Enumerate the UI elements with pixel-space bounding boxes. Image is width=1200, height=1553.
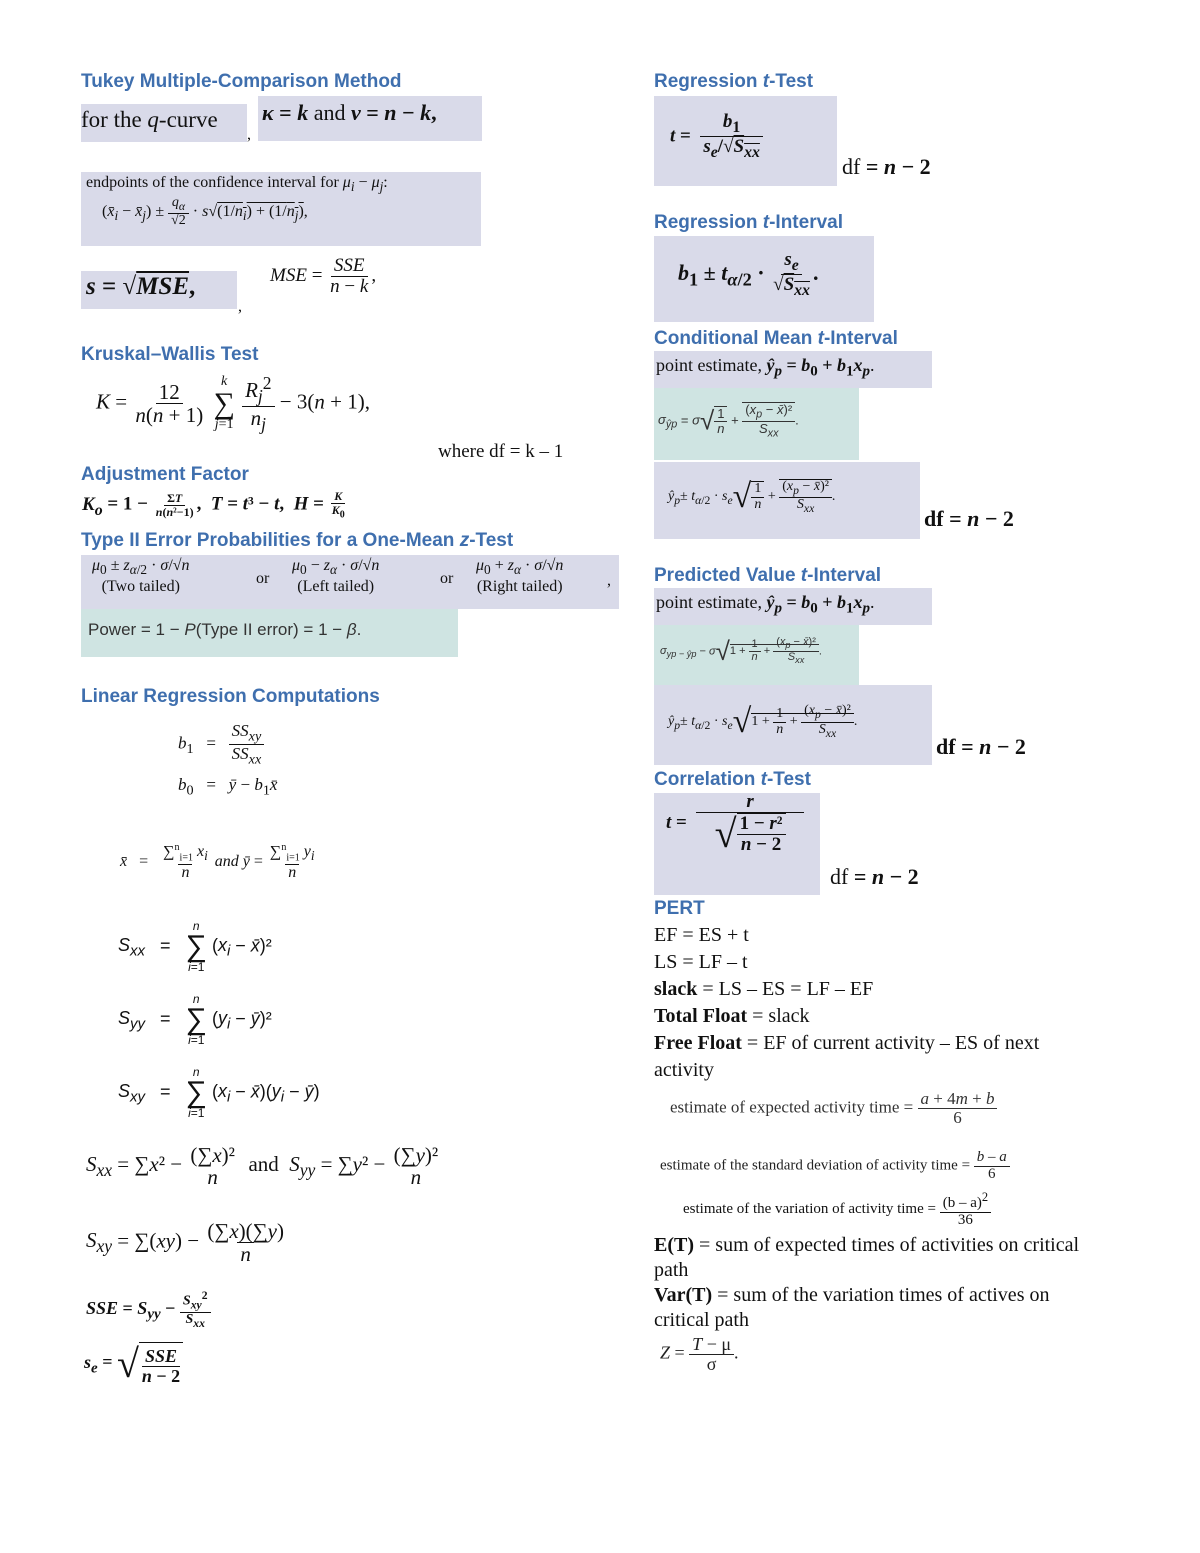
tukey-ci-caption: endpoints of the confidence interval for $\mu_i - \mu_j$: (86, 174, 388, 195)
pred-point-estimate: point estimate, $ŷ_p = b_0 + b_1x_p$. (656, 592, 875, 617)
pert-total-float (654, 1003, 1094, 1030)
df-text: df (936, 734, 956, 759)
reg-ttest-formula: t = $\frac{b_1}{s_e/√S_{xx}}$ (670, 112, 763, 162)
df-text: df (830, 864, 849, 889)
pert-et (654, 1233, 1094, 1283)
pert-z: Z = $\frac{T - \mu}{\sigma}$ . (660, 1334, 739, 1374)
qcurve-label (81, 107, 218, 133)
pert-ls: LS = LF – t (654, 951, 748, 973)
reg-ttest-heading (654, 71, 813, 93)
corr-ttest-formula: t = r √ $\frac{\text{1 − r²}}{n - 2}$ (666, 792, 804, 855)
type2-two-tailed (92, 557, 190, 596)
tukey-ci-formula: ($x̄_i$ − $x̄_j$) ± $\frac{q_\alpha}{√2}$ · $s√(1/n_i) + (1/n_j)$, (102, 195, 308, 229)
pred-interval-formula: $ŷ_p\pm t_{\alpha/2} \cdot s_e√1$ + $\frac{1}{n}$ + $\frac{(x_p - x̄)^2}{S_{xx}}$ . (668, 703, 858, 740)
slack-rest: = LS – ES = LF – EF (697, 978, 874, 1000)
cond-df: df = n − 2 (924, 506, 1014, 531)
sse-formula: SSE = $S_{yy}$ − $\frac{S_{xy}^2}{S_{xx}}$ (86, 1290, 211, 1330)
et-label: E(T) (654, 1234, 694, 1256)
comma: , (247, 126, 251, 143)
type2-right-tailed (476, 557, 563, 596)
var-label: Var(T) (654, 1284, 713, 1306)
syy-formula: $S_{yy}$ = n ∑ i=1 ($y_i$ − ȳ)² (118, 992, 272, 1047)
pert-free-float (654, 1030, 1094, 1084)
b0-formula: $b_0$ = ȳ − $b_1x̄$ (178, 775, 278, 799)
reg-ttest-df: df = n − 2 (842, 154, 931, 179)
cond-mean-heading (654, 328, 898, 350)
free-float-label: Free Float (654, 1032, 742, 1054)
reg-tinterval-heading (654, 212, 843, 234)
two-tailed-formula: $\mu_0 \pm z_{\alpha/2} \cdot \sigma/√n$ (92, 557, 190, 578)
type2-heading-text: Type II Error Probabilities for a One-Mean z-Test (81, 530, 514, 551)
or-text: or (440, 570, 454, 587)
reg-tinterval-formula: $b_1 \pm t_{\alpha/2}$ · $\frac{s_e}{√S_{xx}}$ . (678, 249, 819, 300)
means-formula: x̄ = $\frac{\sum^n_{i=1} x_i}{n}$ and ȳ = $\frac{\sum^n_{i=1} y_i}{n}$ (120, 842, 315, 882)
corr-df: df = n − 2 (830, 864, 919, 889)
df-text: df (842, 154, 861, 179)
qcurve-label-text: for the q-curve (81, 107, 218, 132)
total-float-rest: = slack (747, 1005, 810, 1027)
corr-ttest-heading-text: Correlation t-Test (654, 769, 811, 790)
kruskal-heading: Kruskal–Wallis Test (81, 344, 259, 365)
total-float-label: Total Float (654, 1005, 748, 1027)
s-formula: s = √MSE, (86, 273, 196, 300)
slack-label: slack (654, 978, 698, 1000)
kruskal-df: where df = k – 1 (438, 441, 564, 462)
comma: , (238, 298, 242, 315)
cond-point-estimate: point estimate, $ŷ_p = b_0 + b_1x_p$. (656, 355, 875, 380)
or-text: or (256, 570, 270, 587)
pred-df: df = n − 2 (936, 734, 1026, 759)
corr-ttest-heading (654, 769, 811, 791)
adjustment-formula: $K_o = 1$ − $\frac{\Sigma T}{\text{n(n²−1)}}$ , T = t³ − t, H = $\frac{K}{K_0}$ (82, 489, 345, 520)
pert-expected-time: estimate of expected activity time = $\frac{a + 4m + b}{6}$ (670, 1090, 997, 1127)
mse-formula: MSE = $\frac{\text{SSE}}{n - k}$ , (270, 255, 377, 297)
kappa-nu-formula: κ = k and ν = n − k, (262, 100, 437, 125)
sxx-alt-formula: $S_{xx} = \sum x^2$ − (∑x)² n and $S_{yy} = \sum y^2$ − (∑y)² n (86, 1143, 439, 1190)
type2-left-tailed (292, 557, 379, 596)
left-tailed-label: (Left tailed) (297, 578, 375, 596)
cond-mean-heading-text: Conditional Mean t-Interval (654, 328, 898, 349)
pert-slack (654, 976, 1094, 1003)
pred-value-heading-text: Predicted Value t-Interval (654, 565, 882, 586)
pert-heading: PERT (654, 898, 705, 919)
pert-std-dev: estimate of the standard deviation of activity time = $\frac{b - a}{6}$ (660, 1150, 1010, 1183)
se-formula: $s_e$ = √ $\frac{\text{SSE}}{n - 2}$ (84, 1340, 183, 1387)
pert-block (654, 922, 1094, 1084)
power-formula: Power = 1 − P(Type II error) = 1 − β. (88, 620, 362, 639)
comma: , (607, 572, 611, 589)
linreg-heading: Linear Regression Computations (81, 686, 380, 707)
et-rest: = sum of expected times of activities on critical path (654, 1234, 1080, 1281)
pred-value-heading (654, 565, 881, 587)
pert-totals (654, 1233, 1094, 1333)
reg-ttest-heading-text: Regression t-Test (654, 71, 814, 92)
sxy-formula: $S_{xy}$ = n ∑ i=1 ($x_i$ − $x̄)(y_i$ − ȳ) (118, 1065, 320, 1120)
type2-heading (81, 530, 513, 552)
reg-tinterval-heading-text: Regression t-Interval (654, 212, 844, 233)
df-text: df (924, 506, 944, 531)
sxy-alt-formula: $S_{xy} = \sum(xy)$ − $\frac{(\sum x)(\sum y)}{n}$ (86, 1219, 284, 1267)
cond-sigma-formula: $\sigma_{ŷp} = \sigma√$ $\frac{1}{n}$ + $\frac{(x_p - x̄)^2}{S_{xx}}$ . (658, 402, 799, 440)
tukey-heading: Tukey Multiple-Comparison Method (81, 71, 402, 92)
cond-interval-formula: $ŷ_p\pm t_{\alpha/2} \cdot s_e√$ $\frac{1}{n}$ + $\frac{(x_p - x̄)^2}{S_{xx}}$ . (668, 478, 836, 515)
b1-formula: $b_1$ = $\frac{SS_{xy}}{SS_{xx}}$ (178, 722, 264, 768)
free-float-rest: = EF of current activity – ES of next activity (654, 1032, 1040, 1081)
var-rest: = sum of the variation times of actives on critical path (654, 1284, 1050, 1331)
left-tailed-formula: $\mu_0 - z_\alpha \cdot \sigma/√n$ (292, 557, 380, 578)
right-tailed-label: (Right tailed) (476, 578, 563, 596)
right-tailed-formula: $\mu_0 + z_\alpha \cdot \sigma/√n$ (476, 557, 564, 578)
pred-sigma-formula: $\sigma_{yp - ŷp} - \sigma√1$ + $\frac{1}{n}$ + $\frac{(x_p - x̄)^2}{S_{xx}}$ . (660, 636, 822, 666)
pert-variation: estimate of the variation of activity time = $\frac{(b - a)^2}{36}$ (683, 1191, 991, 1229)
kruskal-formula: K = $\frac{12}{n(n + 1)}$ k ∑ j=1 $\frac{R_j^2}{n_j}$ − 3(n + 1), (96, 373, 370, 434)
pert-var (654, 1283, 1094, 1333)
two-tailed-label: (Two tailed) (101, 578, 180, 596)
adjustment-heading: Adjustment Factor (81, 464, 249, 485)
sxx-formula: $S_{xx}$ = n ∑ i=1 ($x_i$ − x̄)² (118, 919, 272, 974)
pert-ef: EF = ES + t (654, 924, 749, 946)
